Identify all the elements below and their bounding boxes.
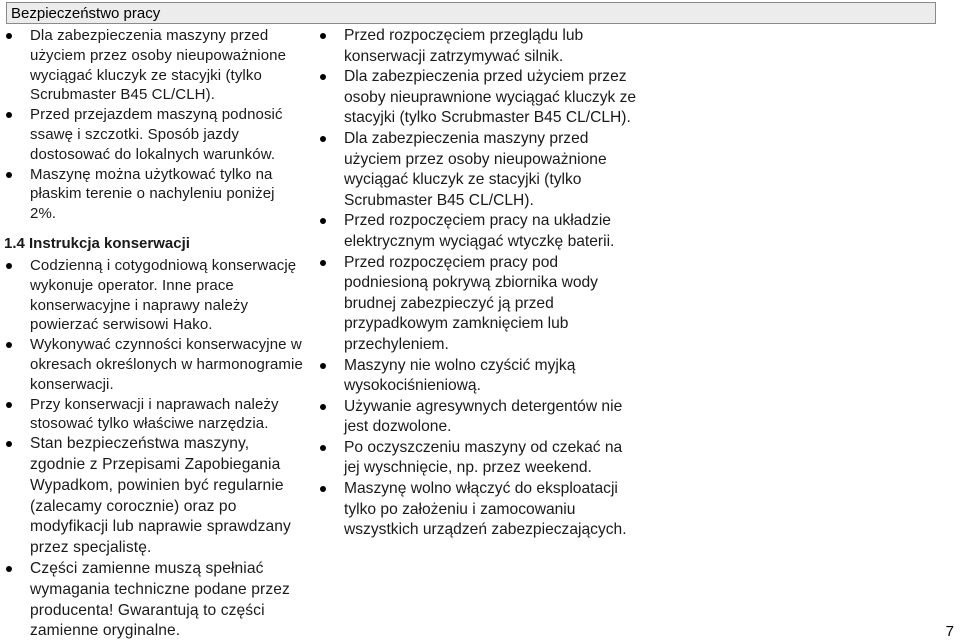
section-header-bar xyxy=(6,2,936,24)
bullet-icon xyxy=(6,112,12,118)
bullet-icon xyxy=(320,404,326,410)
bullet-icon xyxy=(320,218,326,224)
list-item xyxy=(318,479,638,541)
bullet-icon xyxy=(320,260,326,266)
maintenance-list xyxy=(4,256,304,642)
list-item-text: Przed przejazdem maszyną podnosić ssawę i szczotki. Sposób jazdy dostosować do lokalnych warunków. xyxy=(30,106,283,163)
page-number: 7 xyxy=(945,623,954,640)
list-item xyxy=(318,129,638,211)
bullet-icon xyxy=(6,263,12,269)
list-item xyxy=(318,356,638,397)
list-item-text: Części zamienne muszą spełniać wymagania techniczne podane przez producenta! Gwarantują to części zamienne oryginalne. xyxy=(30,559,290,640)
bullet-icon xyxy=(6,33,12,39)
list-item xyxy=(4,335,304,394)
list-item-text: Maszynę wolno włączyć do eksploatacji tylko po założeniu i zamocowaniu wszystkich urządzeń zabezpieczających. xyxy=(344,480,627,539)
list-item-text: Codzienną i cotygodniową konserwację wykonuje operator. Inne prace konserwacyjne i naprawy należy powierzać serwisowi Hako. xyxy=(30,256,297,334)
list-item-text: Wykonywać czynności konserwacyjne w okresach określonych w harmonogramie konserwacji. xyxy=(30,336,303,393)
list-item xyxy=(4,26,304,105)
right-column xyxy=(318,26,638,541)
list-item xyxy=(318,26,638,67)
bullet-icon xyxy=(320,445,326,451)
bullet-icon xyxy=(320,74,326,80)
list-item-text: Po oczyszczeniu maszyny od czekać na jej wyschnięcie, np. przez weekend. xyxy=(344,438,623,477)
bullet-icon xyxy=(6,172,12,178)
list-item xyxy=(4,395,304,435)
safety-list xyxy=(318,26,638,541)
left-top-list xyxy=(4,26,304,224)
list-item-text: Stan bezpieczeństwa maszyny, zgodnie z Przepisami Zapobiegania Wypadkom, powinien być regularnie (zalecamy corocznie) oraz po modyfikacji lub naprawie sprawdzany przez specjalistę. xyxy=(30,435,291,557)
list-item-text: Dla zabezpieczenia maszyny przed użyciem przez osoby nieupoważnione wyciągać kluczyk ze stacyjki (tylko Scrubmaster B45 CL/CLH). xyxy=(344,129,607,209)
list-item xyxy=(318,253,638,356)
list-item xyxy=(318,67,638,129)
list-item xyxy=(4,559,304,642)
list-item xyxy=(318,438,638,479)
list-item xyxy=(4,165,304,224)
list-item xyxy=(4,434,304,559)
list-item-text: Używanie agresywnych detergentów nie jest dozwolone. xyxy=(344,397,623,436)
list-item xyxy=(318,211,638,252)
list-item xyxy=(318,397,638,438)
list-item-text: Maszyny nie wolno czyścić myjką wysokociśnieniową. xyxy=(344,356,576,395)
list-item xyxy=(4,256,304,335)
list-item-text: Przed rozpoczęciem pracy na układzie elektrycznym wyciągać wtyczkę baterii. xyxy=(344,212,615,250)
list-item-text: Przed rozpoczęciem przeglądu lub konserwacji zatrzymywać silnik. xyxy=(344,27,584,65)
bullet-icon xyxy=(320,363,326,369)
list-item xyxy=(4,105,304,164)
list-item-text: Przy konserwacji i naprawach należy stosować tylko właściwe narzędzia. xyxy=(30,395,279,433)
bullet-icon xyxy=(320,486,326,492)
section-title: Bezpieczeństwo pracy xyxy=(11,5,161,22)
section-heading: 1.4 Instrukcja konserwacji xyxy=(4,234,190,252)
list-item-text: Dla zabezpieczenia maszyny przed użyciem przez osoby nieupoważnione wyciągać kluczyk ze stacyjki (tylko Scrubmaster B45 CL/CLH). xyxy=(30,27,287,104)
bullet-icon xyxy=(320,33,326,39)
list-item-text: Przed rozpoczęciem pracy pod podniesioną pokrywą zbiornika wody brudnej zabezpieczyć ją przed przypadkowym zamknięciem lub przechyleniem. xyxy=(344,253,598,353)
bullet-icon xyxy=(6,441,12,447)
bullet-icon xyxy=(6,402,12,408)
bullet-icon xyxy=(320,136,326,142)
bullet-icon xyxy=(6,566,12,572)
left-column xyxy=(4,26,304,642)
list-item-text: Dla zabezpieczenia przed użyciem przez osoby nieuprawnione wyciągać kluczyk ze stacyjki (tylko Scrubmaster B45 CL/CLH). xyxy=(344,68,637,127)
bullet-icon xyxy=(6,342,12,348)
list-item-text: Maszynę można użytkować tylko na płaskim terenie o nachyleniu poniżej 2%. xyxy=(30,165,275,223)
